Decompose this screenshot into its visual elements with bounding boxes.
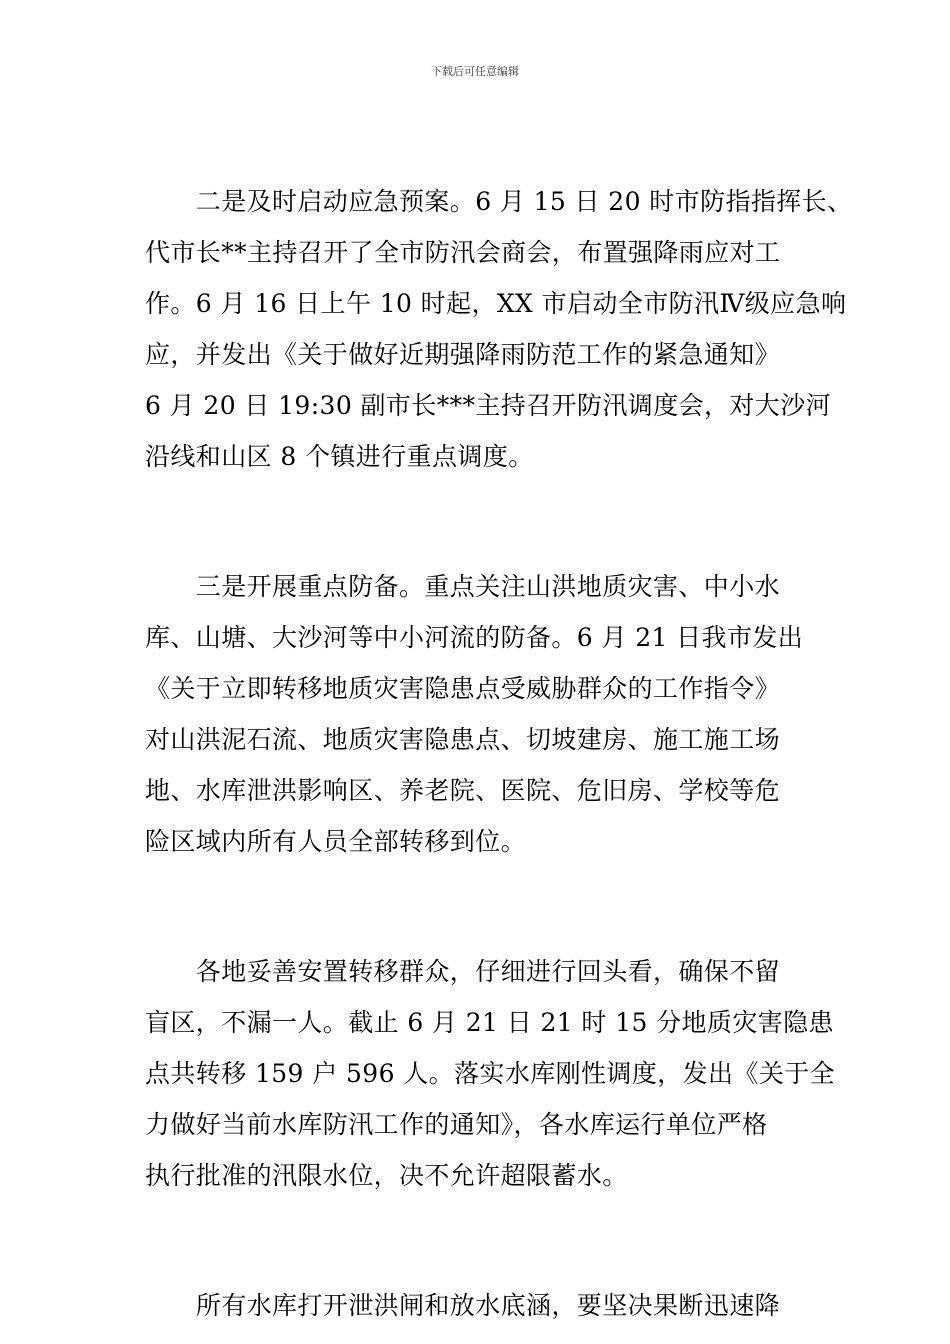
text-line: 力做好当前水库防汛工作的通知》，各水库运行单位严格 <box>145 1110 768 1139</box>
text-line: 6 月 20 日 19:30 副市长***主持召开防汛调度会，对大沙河 <box>145 391 831 420</box>
paragraph-reservoir-release <box>145 1280 810 1331</box>
paragraph-resettlement <box>145 946 836 1201</box>
text-line: 应，并发出《关于做好近期强降雨防范工作的紧急通知》 <box>145 340 781 369</box>
text-line: 执行批准的汛限水位，决不允许超限蓄水。 <box>145 1161 628 1190</box>
text-line: 二是及时启动应急预案。6 月 15 日 20 时市防指指挥长、 <box>145 187 853 216</box>
text-line: 各地妥善安置转移群众，仔细进行回头看，确保不留 <box>145 957 781 986</box>
text-line: 库、山塘、大沙河等中小河流的防备。6 月 21 日我市发出 <box>145 623 804 652</box>
paragraph-gap <box>145 482 810 561</box>
paragraph-gap <box>145 867 810 946</box>
paragraph-gap <box>145 1201 810 1280</box>
text-line: 盲区，不漏一人。截止 6 月 21 日 21 时 15 分地质灾害隐患 <box>145 1008 834 1037</box>
text-line: 地、水库泄洪影响区、养老院、医院、危旧房、学校等危 <box>145 776 781 805</box>
text-line: 所有水库打开泄洪闸和放水底涵，要坚决果断迅速降 <box>145 1291 781 1320</box>
text-line: 三是开展重点防备。重点关注山洪地质灾害、中小水 <box>145 572 781 601</box>
page-header: 下载后可任意编辑 <box>431 65 519 78</box>
text-line: 险区域内所有人员全部转移到位。 <box>145 827 527 856</box>
text-line: 点共转移 159 户 596 人。落实水库刚性调度，发出《关于全 <box>145 1059 836 1088</box>
paragraph-emergency-plan <box>145 176 853 482</box>
document-body <box>145 176 853 1331</box>
text-line: 作。6 月 16 日上午 10 时起，XX 市启动全市防汛Ⅳ级应急响 <box>145 289 847 318</box>
text-line: 对山洪泥石流、地质灾害隐患点、切坡建房、施工施工场 <box>145 725 781 754</box>
text-line: 代市长**主持召开了全市防汛会商会，布置强降雨应对工 <box>145 238 781 267</box>
text-line: 沿线和山区 8 个镇进行重点调度。 <box>145 442 534 471</box>
paragraph-key-preparedness <box>145 561 810 867</box>
text-line: 《关于立即转移地质灾害隐患点受威胁群众的工作指令》 <box>145 674 781 703</box>
